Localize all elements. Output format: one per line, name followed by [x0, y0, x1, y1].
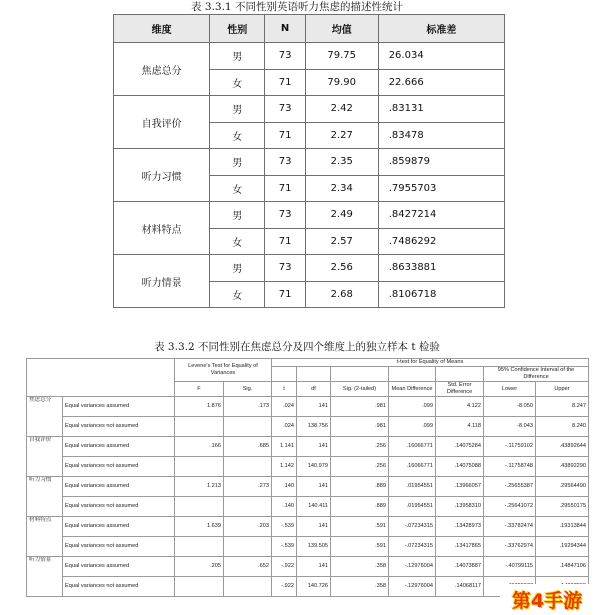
table1-value-cell: .7955703 [378, 175, 504, 202]
row-label-cell: Equal variances not assumed [63, 537, 175, 557]
table1-value-cell: 男 [210, 96, 265, 123]
table2-value-cell: .19313844 [536, 517, 589, 537]
table-row [27, 497, 589, 517]
table2-value-cell: 141 [297, 397, 331, 417]
table2-value-cell: .099 [389, 397, 436, 417]
table1-value-cell: 男 [210, 202, 265, 229]
table2-value-cell: .024 [272, 397, 297, 417]
empty-cell [272, 367, 297, 382]
table2-value-cell: .358 [331, 557, 389, 577]
table2-value-cell: 1.876 [175, 397, 224, 417]
dimension-cell: 焦虑总分 [27, 397, 63, 437]
table1-header-cell: 均值 [305, 15, 378, 43]
table1-value-cell: 2.34 [305, 175, 378, 202]
table1-header-cell: 标准差 [378, 15, 504, 43]
table2-value-cell: .358 [331, 577, 389, 597]
table2-value-cell: .652 [224, 557, 272, 577]
table2-body [27, 397, 589, 597]
table2-value-cell [224, 537, 272, 557]
table2-caption: 表 3.3.2 不同性别在焦虑总分及四个维度上的独立样本 t 检验 [154, 341, 440, 353]
table1-value-cell: 71 [265, 228, 305, 255]
table1-value-cell: 男 [210, 149, 265, 176]
table2-value-cell: .256 [331, 457, 389, 477]
table1-value-cell: .8427214 [378, 202, 504, 229]
table2-value-cell: 139.505 [297, 537, 331, 557]
table2-value-cell: .203 [224, 517, 272, 537]
table2-column-header: Lower [484, 382, 536, 397]
row-label-cell: Equal variances not assumed [63, 417, 175, 437]
table1-value-cell: 2.56 [305, 255, 378, 282]
table1-value-cell: 22.666 [378, 69, 504, 96]
table2-value-cell [224, 497, 272, 517]
table2-value-cell: -.539 [272, 537, 297, 557]
row-label-cell: Equal variances not assumed [63, 457, 175, 477]
table1-value-cell: 女 [210, 122, 265, 149]
row-label-cell: Equal variances assumed [63, 437, 175, 457]
table1-value-cell: 71 [265, 69, 305, 96]
table2-value-cell: .14068117 [436, 577, 484, 597]
table-row [27, 537, 589, 557]
table2-value-cell: -8.043 [484, 417, 536, 437]
table1-value-cell: 女 [210, 175, 265, 202]
table2-header-row [27, 359, 589, 367]
table2-value-cell: -.12976004 [389, 577, 436, 597]
table2-value-cell [175, 497, 224, 517]
table1-value-cell: 男 [210, 43, 265, 70]
table1-value-cell: 73 [265, 202, 305, 229]
table2-value-cell: -.922 [272, 577, 297, 597]
descriptive-stats-table [113, 14, 505, 308]
table2-value-cell: -.07234315 [389, 537, 436, 557]
table2-value-cell: .591 [331, 537, 389, 557]
empty-cell [436, 367, 484, 382]
ttest-header: t-test for Equality of Means [272, 359, 589, 367]
table2-value-cell [175, 417, 224, 437]
table2-value-cell: 1.141 [272, 437, 297, 457]
table1-value-cell: .83478 [378, 122, 504, 149]
table-row [27, 417, 589, 437]
table2-column-header: Sig. [224, 382, 272, 397]
table2-value-cell: 141 [297, 557, 331, 577]
dimension-cell: 自我评价 [27, 437, 63, 477]
t-test-table [26, 358, 589, 597]
table2-column-header: Mean Difference [389, 382, 436, 397]
table1-header-cell: 性别 [210, 15, 265, 43]
table2-value-cell: -.12976004 [389, 557, 436, 577]
table2-value-cell: -.922 [272, 557, 297, 577]
table1-value-cell: 2.68 [305, 281, 378, 308]
table2-value-cell: -.33782474 [484, 517, 536, 537]
table2-value-cell: .099 [389, 417, 436, 437]
table2-value-cell: .889 [331, 477, 389, 497]
table2-value-cell: .43892644 [536, 437, 589, 457]
table1-value-cell: 26.034 [378, 43, 504, 70]
table-row [27, 437, 589, 457]
table1-value-cell: 女 [210, 228, 265, 255]
empty-cell [331, 367, 389, 382]
table2-value-cell [175, 537, 224, 557]
table2-value-cell: -8.050 [484, 397, 536, 417]
table2-value-cell: 141 [297, 437, 331, 457]
table1-value-cell: 2.27 [305, 122, 378, 149]
table2-value-cell: .256 [331, 437, 389, 457]
empty-cell [389, 367, 436, 382]
table2-value-cell: .13958310 [436, 497, 484, 517]
table1-header-row [114, 15, 505, 43]
table2-column-header: Std. Error Difference [436, 382, 484, 397]
table2-value-cell: -.539 [272, 517, 297, 537]
table2-value-cell: .01954551 [389, 497, 436, 517]
table2-value-cell: 140.411 [297, 497, 331, 517]
table2-value-cell: .273 [224, 477, 272, 497]
table2-value-cell [175, 577, 224, 597]
table2-value-cell: 141 [297, 477, 331, 497]
table1-value-cell: .8106718 [378, 281, 504, 308]
table2-value-cell [175, 457, 224, 477]
table2-value-cell: .14075088 [436, 457, 484, 477]
table1-value-cell: 73 [265, 96, 305, 123]
table2-value-cell: -.33762974 [484, 537, 536, 557]
table-row [27, 557, 589, 577]
table2-value-cell: .024 [272, 417, 297, 437]
table1-header-cell: N [265, 15, 305, 43]
table2-value-cell: .140 [272, 497, 297, 517]
dimension-cell: 听力习惯 [27, 477, 63, 517]
table2-value-cell: 140.979 [297, 457, 331, 477]
dimension-cell: 材料特点 [27, 517, 63, 557]
table1-body [114, 43, 505, 308]
table2-value-cell: .140 [272, 477, 297, 497]
table2-column-header: Upper [536, 382, 589, 397]
table2-value-cell: .16066771 [389, 457, 436, 477]
table2-value-cell: .591 [331, 517, 389, 537]
table2-value-cell: 138.756 [297, 417, 331, 437]
watermark-logo: 第4手游 [500, 584, 594, 615]
table2-column-header: df [297, 382, 331, 397]
dimension-cell: 听力情景 [114, 255, 210, 308]
table1-value-cell: 73 [265, 255, 305, 282]
table2-value-cell: .14075284 [436, 437, 484, 457]
table2-value-cell: 140.726 [297, 577, 331, 597]
table2-value-cell: -.07234315 [389, 517, 436, 537]
table2-value-cell: -.25641072 [484, 497, 536, 517]
row-label-cell: Equal variances assumed [63, 517, 175, 537]
table1-value-cell: 71 [265, 281, 305, 308]
table1-value-cell: 79.90 [305, 69, 378, 96]
table2-column-header: t [272, 382, 297, 397]
table1-value-cell: 73 [265, 43, 305, 70]
table-row [27, 457, 589, 477]
table1-value-cell: 女 [210, 281, 265, 308]
table2-value-cell: .205 [175, 557, 224, 577]
levene-header: Levene's Test for Equality of Variances [175, 359, 272, 382]
table2-value-cell: 141 [297, 517, 331, 537]
table2-value-cell: .173 [224, 397, 272, 417]
table2-value-cell: -.11758748 [484, 457, 536, 477]
table2-value-cell: .14847106 [536, 557, 589, 577]
table1-value-cell: 71 [265, 122, 305, 149]
table2-value-cell: -.11759102 [484, 437, 536, 457]
row-label-cell: Equal variances not assumed [63, 497, 175, 517]
table1-value-cell: 71 [265, 175, 305, 202]
table2-value-cell: .13428973 [436, 517, 484, 537]
row-label-cell: Equal variances assumed [63, 397, 175, 417]
table1-value-cell: 79.75 [305, 43, 378, 70]
table-row [114, 202, 505, 229]
table1-value-cell: .7486292 [378, 228, 504, 255]
table-row [114, 96, 505, 123]
table-row [114, 255, 505, 282]
dimension-cell: 自我评价 [114, 96, 210, 149]
empty-cell [297, 367, 331, 382]
table2-value-cell: .13966057 [436, 477, 484, 497]
table2-value-cell: 8.247 [536, 397, 589, 417]
table1-value-cell: 2.49 [305, 202, 378, 229]
table2-value-cell: .01954551 [389, 477, 436, 497]
table-row [27, 397, 589, 417]
table2-value-cell: .16066771 [389, 437, 436, 457]
table2-value-cell: 1.213 [175, 477, 224, 497]
table2-value-cell: .981 [331, 417, 389, 437]
row-label-cell: Equal variances not assumed [63, 577, 175, 597]
table2-value-cell: .889 [331, 497, 389, 517]
table2-head [27, 359, 589, 397]
table2-value-cell: -.40799115 [484, 557, 536, 577]
table1-value-cell: 男 [210, 255, 265, 282]
table1-value-cell: .8633881 [378, 255, 504, 282]
dimension-cell: 听力习惯 [114, 149, 210, 202]
table2-value-cell: 1.142 [272, 457, 297, 477]
table2-column-header: Sig. (2-tailed) [331, 382, 389, 397]
table1-header-cell: 维度 [114, 15, 210, 43]
table2-value-cell: .19294344 [536, 537, 589, 557]
table1-caption: 表 3.3.1 不同性别英语听力焦虑的描述性统计 [191, 1, 403, 13]
dimension-cell: 材料特点 [114, 202, 210, 255]
table2-value-cell: .29550175 [536, 497, 589, 517]
table1-value-cell: 女 [210, 69, 265, 96]
table2-value-cell: .14073887 [436, 557, 484, 577]
table2-value-cell: .29564490 [536, 477, 589, 497]
table2-value-cell [224, 577, 272, 597]
table2-value-cell: .981 [331, 397, 389, 417]
table1-value-cell: 2.35 [305, 149, 378, 176]
table2-value-cell: 1.639 [175, 517, 224, 537]
table1-value-cell: .859879 [378, 149, 504, 176]
table-row [114, 149, 505, 176]
table2-value-cell: 4.122 [436, 397, 484, 417]
row-label-cell: Equal variances assumed [63, 477, 175, 497]
table2-value-cell: .166 [175, 437, 224, 457]
dimension-cell: 听力情景 [27, 557, 63, 597]
dimension-cell: 焦虑总分 [114, 43, 210, 96]
table1-value-cell: 2.57 [305, 228, 378, 255]
table2-value-cell [224, 417, 272, 437]
table2-value-cell: 4.118 [436, 417, 484, 437]
table-row [27, 517, 589, 537]
table2-value-cell [224, 457, 272, 477]
empty-cell [27, 359, 175, 397]
table2-value-cell: .685 [224, 437, 272, 457]
table2-value-cell: -.25655387 [484, 477, 536, 497]
table2-value-cell: .43892290 [536, 457, 589, 477]
table1-value-cell: .83131 [378, 96, 504, 123]
table1-value-cell: 2.42 [305, 96, 378, 123]
table2-column-header: F [175, 382, 224, 397]
table2-value-cell: 8.240 [536, 417, 589, 437]
table2-value-cell: .13417865 [436, 537, 484, 557]
table1-value-cell: 73 [265, 149, 305, 176]
row-label-cell: Equal variances assumed [63, 557, 175, 577]
ci-header: 95% Confidence Interval of the Difference [484, 367, 589, 382]
table-row [114, 43, 505, 70]
table-row [27, 477, 589, 497]
